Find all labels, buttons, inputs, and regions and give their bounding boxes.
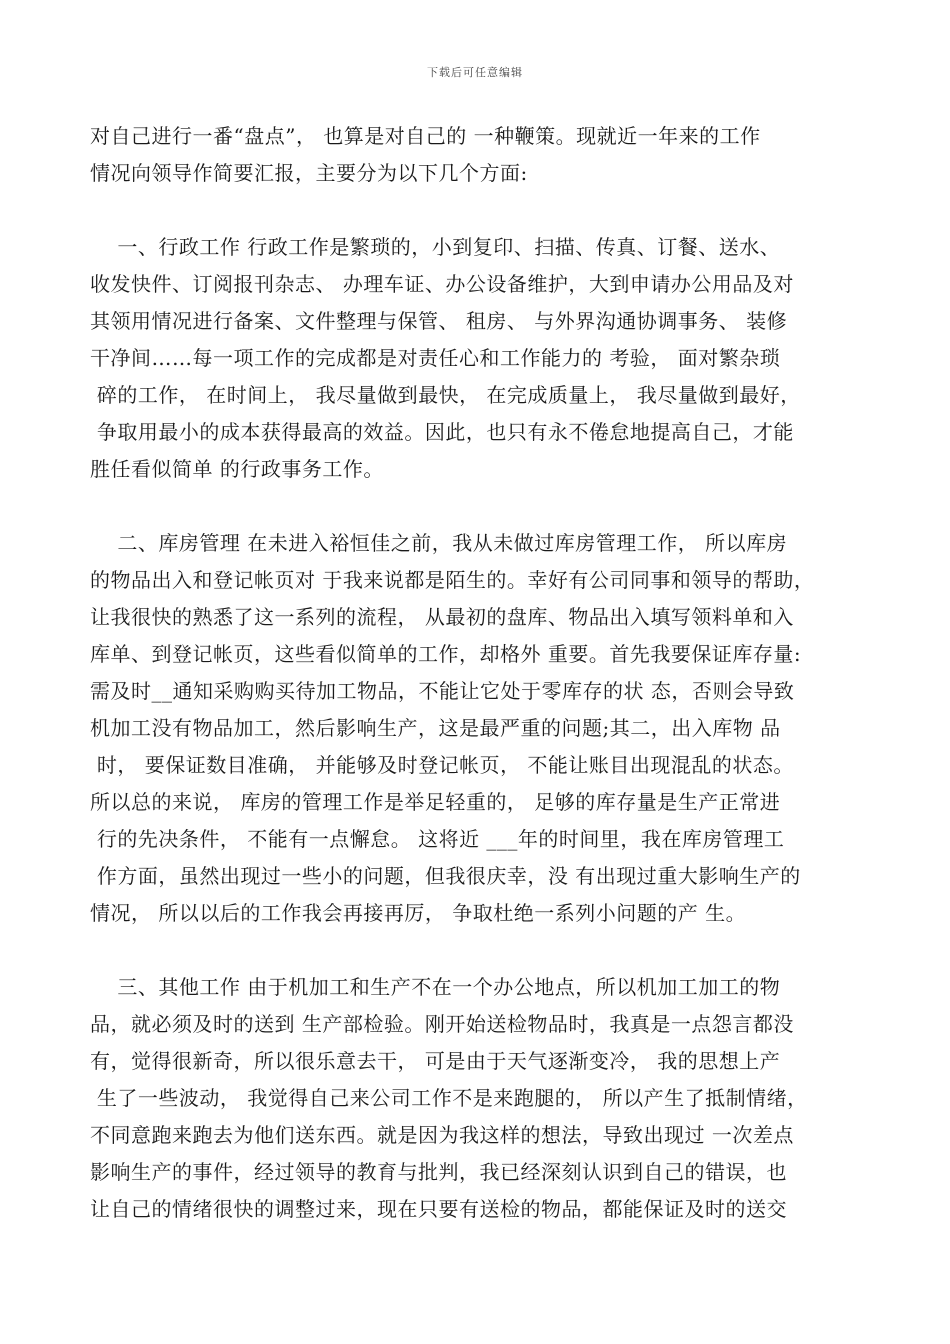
paragraph-intro: [90, 118, 860, 192]
text-line: 作方面，虽然出现过一些小的问题，但我很庆幸，没 有出现过重大影响生产的: [90, 864, 801, 888]
text-line: 不同意跑来跑去为他们送东西。就是因为我这样的想法，导致出现过 一次差点: [90, 1123, 794, 1147]
text-line: 机加工没有物品加工，然后影响生产，这是最严重的问题;其二，出入库物 品: [90, 716, 781, 740]
text-line: 胜任看似简单 的行政事务工作。: [90, 457, 384, 481]
text-line: 品，就必须及时的送到 生产部检验。刚开始送检物品时，我真是一点怨言都没: [90, 1012, 794, 1036]
text-line: 一、行政工作 行政工作是繁琐的，小到复印、扫描、传真、订餐、送水、: [90, 235, 781, 259]
text-line: 三、其他工作 由于机加工和生产不在一个办公地点，所以机加工加工的物: [90, 975, 781, 999]
text-line: 收发快件、订阅报刊杂志、 办理车证、办公设备维护，大到申请办公用品及对: [90, 272, 794, 296]
paragraph-admin-work: [90, 229, 860, 488]
text-line: 有，觉得很新奇，所以很乐意去干， 可是由于天气逐渐变冷， 我的思想上产: [90, 1049, 781, 1073]
text-line: 需及时__通知采购购买待加工物品，不能让它处于零库存的状 态，否则会导致: [90, 679, 795, 703]
text-line: 碎的工作， 在时间上， 我尽量做到最快， 在完成质量上， 我尽量做到最好，: [90, 383, 801, 407]
text-line: 干净间……每一项工作的完成都是对责任心和工作能力的 考验， 面对繁杂琐: [90, 346, 781, 370]
text-line: 其领用情况进行备案、文件整理与保管、 租房、 与外界沟通协调事务、 装修: [90, 309, 788, 333]
text-line: 对自己进行一番“盘点”， 也算是对自己的 一种鞭策。现就近一年来的工作: [90, 124, 761, 148]
text-line: 生了一些波动， 我觉得自己来公司工作不是来跑腿的， 所以产生了抵制情绪，: [90, 1086, 808, 1110]
text-line: 争取用最小的成本获得最高的效益。因此，也只有永不倦怠地提高自己，才能: [90, 420, 794, 444]
paragraph-warehouse: [90, 525, 860, 932]
text-line: 的物品出入和登记帐页对 于我来说都是陌生的。幸好有公司同事和领导的帮助，: [90, 568, 815, 592]
text-line: 让自己的情绪很快的调整过来，现在只要有送检的物品，都能保证及时的送交: [90, 1197, 787, 1221]
text-line: 情况向领导作简要汇报，主要分为以下几个方面:: [90, 161, 528, 185]
document-body: [90, 118, 860, 1228]
text-line: 库单、到登记帐页，这些看似简单的工作，却格外 重要。首先我要保证库存量:: [90, 642, 802, 666]
text-line: 情况， 所以以后的工作我会再接再厉， 争取杜绝一系列小问题的产 生。: [90, 901, 747, 925]
text-line: 让我很快的熟悉了这一系列的流程， 从最初的盘库、物品出入填写领料单和入: [90, 605, 794, 629]
text-line: 时， 要保证数目准确， 并能够及时登记帐页， 不能让账目出现混乱的状态。: [90, 753, 794, 777]
text-line: 所以总的来说， 库房的管理工作是举足轻重的， 足够的库存量是生产正常进: [90, 790, 781, 814]
paragraph-other-work: [90, 969, 860, 1228]
page-header: 下载后可任意编辑: [427, 66, 523, 79]
text-line: 行的先决条件， 不能有一点懈怠。 这将近 ___年的时间里，我在库房管理工: [90, 827, 785, 851]
text-line: 影响生产的事件，经过领导的教育与批判，我已经深刻认识到自己的错误，也: [90, 1160, 787, 1184]
text-line: 二、库房管理 在未进入裕恒佳之前，我从未做过库房管理工作， 所以库房: [90, 531, 788, 555]
